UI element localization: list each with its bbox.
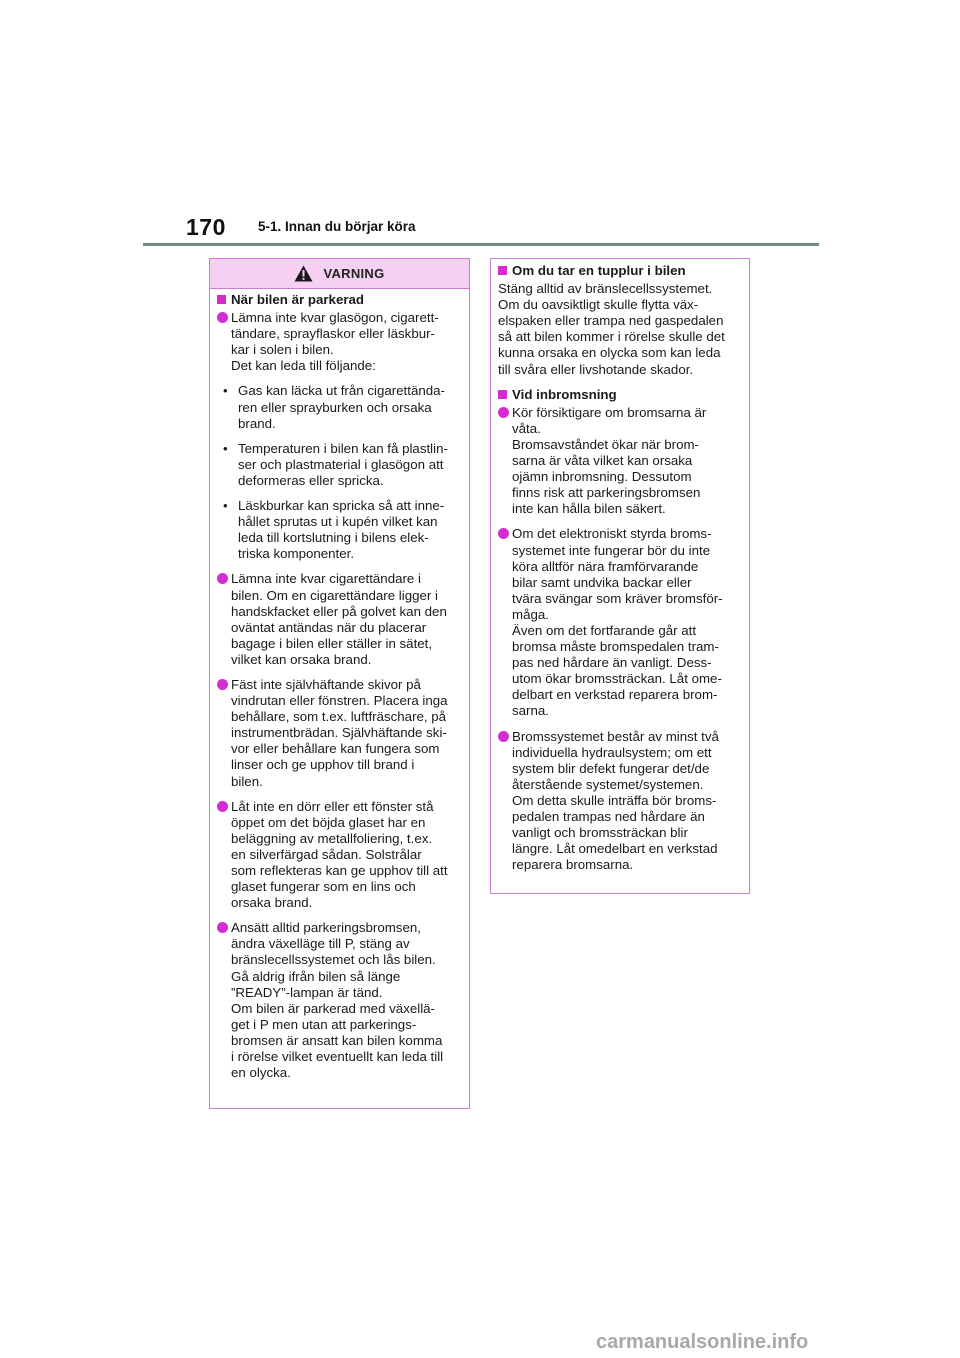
watermark: carmanualsonline.info: [596, 1331, 809, 1353]
warning-header: [210, 259, 469, 289]
list-item: Lämna inte kvar cigarettändare i bilen. Om en cigarettändare ligger i handskfacket eller på golvet kan den oväntat antändas när du placerar bagage i bilen eller ställer in sätet, vilket kan orsaka brand.: [217, 571, 459, 668]
subheading-nap: Om du tar en tupplur i bilen: [498, 263, 739, 279]
circle-bullet-icon: [217, 312, 228, 323]
header-divider: [143, 243, 819, 246]
circle-bullet-icon: [217, 801, 228, 812]
warning-right-content: [491, 259, 749, 873]
square-bullet-icon: [217, 295, 226, 304]
section-title: 5-1. Innan du börjar köra: [258, 219, 416, 234]
circle-bullet-icon: [217, 573, 228, 584]
square-bullet-icon: [498, 390, 507, 399]
warning-box: [209, 258, 470, 1109]
list-item: Låt inte en dörr eller ett fönster stå öppet om det böjda glaset har en beläggning av metallfoliering, t.ex. en silverfärgad sådan. Solstrålar som reflekteras kan ge upphov till att glaset fungerar som en lins och orsaka brand.: [217, 799, 459, 912]
paragraph: Stäng alltid av bränslecellssystemet. Om du oavsiktligt skulle flytta väx- elspaken eller trampa ned gaspedalen så att bilen kommer i rörelse skulle det kunna orsaka en olycka som kan leda till svåra eller livshotande skador.: [498, 281, 725, 377]
list-item: Lämna inte kvar glasögon, cigarett- tändare, sprayflaskor eller läskbur- kar i solen i bilen. Det kan leda till följande:: [217, 310, 459, 374]
page-number: 170: [186, 214, 226, 240]
circle-bullet-icon: [498, 407, 509, 418]
warning-triangle-icon: [294, 265, 313, 282]
warning-continuation-box: [490, 258, 750, 894]
list-item: Ansätt alltid parkeringsbromsen, ändra växelläge till P, stäng av bränslecellssystemet och lås bilen. Gå aldrig ifrån bilen så länge ”READY”-lampan är tänd. Om bilen är parkerad med växellä- get i P men utan att parkerings- bromsen är ansatt kan bilen komma i rörelse vilket eventuellt kan leda till en olycka.: [217, 920, 459, 1081]
subheading-braking: Vid inbromsning: [498, 387, 739, 403]
circle-bullet-icon: [498, 528, 509, 539]
bullet-item: • Temperaturen i bilen kan få plastlin- ser och plastmaterial i glasögon att deformeras eller spricka.: [223, 440, 448, 488]
list-item: Bromssystemet består av minst två individuella hydraulsystem; om ett system blir defekt fungerar det/de återstående systemet/systemen. Om detta skulle inträffa bör broms- pedalen trampas ned hårdare än vanligt och bromssträckan blir längre. Låt omedelbart en verkstad reparera bromsarna.: [498, 729, 739, 874]
circle-bullet-icon: [217, 922, 228, 933]
bullet-item: • Gas kan läcka ut från cigarettända- ren eller sprayburken och orsaka brand.: [223, 383, 445, 431]
circle-bullet-icon: [498, 731, 509, 742]
warning-left-content: [210, 289, 469, 1081]
list-item: Fäst inte självhäftande skivor på vindrutan eller fönstren. Placera inga behållare, som t.ex. luftfräschare, på instrumentbrädan. Självhäftande ski- vor eller behållare kan fungera som linser och ge upphov till brand i bilen.: [217, 677, 459, 790]
warning-label: VARNING: [323, 266, 385, 281]
list-item: Om det elektroniskt styrda broms- systemet inte fungerar bör du inte köra alltför nära framförvarande bilar samt undvika backar eller tvära svängar som kräver bromsför- måga. Även om det fortfarande går att bromsa måste bromspedalen tram- pas ned hårdare än vanligt. Dess- utom ökar bromssträckan. Låt ome- delbart en verkstad reparera brom- sarna.: [498, 526, 739, 719]
list-item: Kör försiktigare om bromsarna är våta. Bromsavståndet ökar när brom- sarna är våta vilket kan orsaka ojämn inbromsning. Dessutom finns risk att parkeringsbromsen inte kan hålla bilen säkert.: [498, 405, 739, 518]
circle-bullet-icon: [217, 679, 228, 690]
subheading-parked: När bilen är parkerad: [217, 292, 459, 308]
bullet-item: • Läskburkar kan spricka så att inne- hållet sprutas ut i kupén vilket kan leda till kortslutning i bilens elek- triska komponenter.: [223, 498, 445, 562]
square-bullet-icon: [498, 266, 507, 275]
